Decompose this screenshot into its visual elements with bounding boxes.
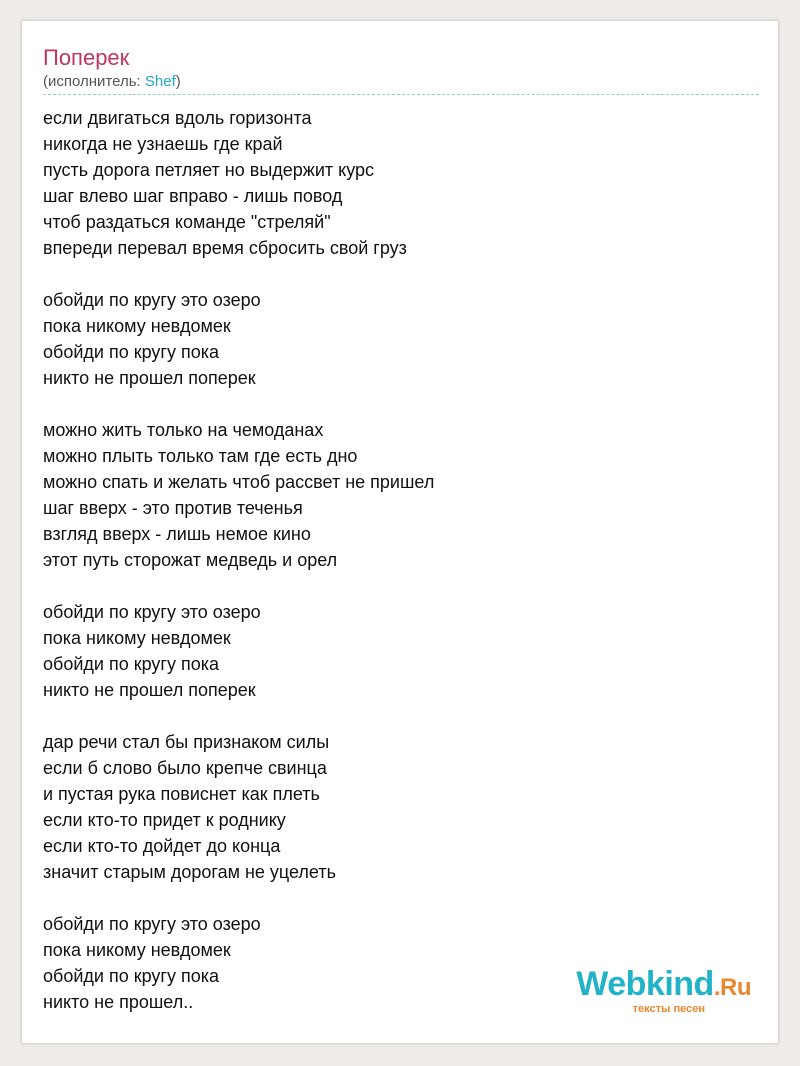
- lyric-line: можно спать и желать чтоб рассвет не пришел: [43, 472, 435, 492]
- stanza: [43, 287, 743, 391]
- logo-wordmark: [576, 967, 751, 1005]
- lyric-line: шаг влево шаг вправо - лишь повод: [43, 186, 343, 206]
- lyric-line: взгляд вверх - лишь немое кино: [43, 524, 311, 544]
- lyric-line: обойди по кругу это озеро: [43, 602, 261, 622]
- song-title: Поперек: [43, 45, 130, 70]
- logo-domain: .Ru: [713, 974, 751, 1001]
- lyric-line: обойди по кругу пока: [43, 342, 219, 362]
- artist-line: [43, 73, 181, 91]
- lyric-line: никогда не узнаешь где край: [43, 134, 283, 154]
- lyric-line: обойди по кругу пока: [43, 966, 219, 986]
- webkind-logo[interactable]: [576, 967, 751, 1015]
- title-divider: [43, 94, 759, 95]
- lyric-line: обойди по кругу это озеро: [43, 914, 261, 934]
- lyric-line: шаг вверх - это против теченья: [43, 498, 303, 518]
- logo-tagline: тексты песен: [632, 1003, 705, 1015]
- lyric-line: никто не прошел поперек: [43, 368, 256, 388]
- lyric-line: если кто-то придет к роднику: [43, 810, 286, 830]
- lyric-line: дар речи стал бы признаком силы: [43, 732, 330, 752]
- lyric-line: можно жить только на чемоданах: [43, 420, 324, 440]
- stanza: [43, 417, 743, 573]
- lyric-line: чтоб раздаться команде "стреляй": [43, 212, 331, 232]
- logo-name: Webkind: [576, 965, 714, 1003]
- lyric-line: пока никому невдомек: [43, 316, 231, 336]
- lyrics-sheet: [21, 20, 779, 1044]
- lyric-line: этот путь сторожат медведь и орел: [43, 550, 338, 570]
- lyric-line: впереди перевал время сбросить свой груз: [43, 238, 407, 258]
- lyric-line: никто не прошел..: [43, 992, 194, 1012]
- lyric-line: значит старым дорогам не уцелеть: [43, 862, 336, 882]
- lyric-line: если кто-то дойдет до конца: [43, 836, 281, 856]
- lyric-line: обойди по кругу пока: [43, 654, 219, 674]
- lyric-line: пусть дорога петляет но выдержит курс: [43, 160, 375, 180]
- lyric-line: если б слово было крепче свинца: [43, 758, 327, 778]
- lyric-line: и пустая рука повиснет как плеть: [43, 784, 320, 804]
- lyric-line: если двигаться вдоль горизонта: [43, 108, 312, 128]
- lyric-line: можно плыть только там где есть дно: [43, 446, 358, 466]
- stanza: [43, 105, 743, 261]
- lyric-line: обойди по кругу это озеро: [43, 290, 261, 310]
- artist-prefix: (исполнитель:: [43, 73, 145, 90]
- lyric-line: никто не прошел поперек: [43, 680, 256, 700]
- lyrics-body: [43, 105, 743, 1041]
- artist-suffix: ): [175, 73, 181, 90]
- lyric-line: пока никому невдомек: [43, 628, 231, 648]
- artist-link[interactable]: Shef: [144, 73, 176, 90]
- stanza: [43, 599, 743, 703]
- lyric-line: пока никому невдомек: [43, 940, 231, 960]
- stanza: [43, 729, 743, 885]
